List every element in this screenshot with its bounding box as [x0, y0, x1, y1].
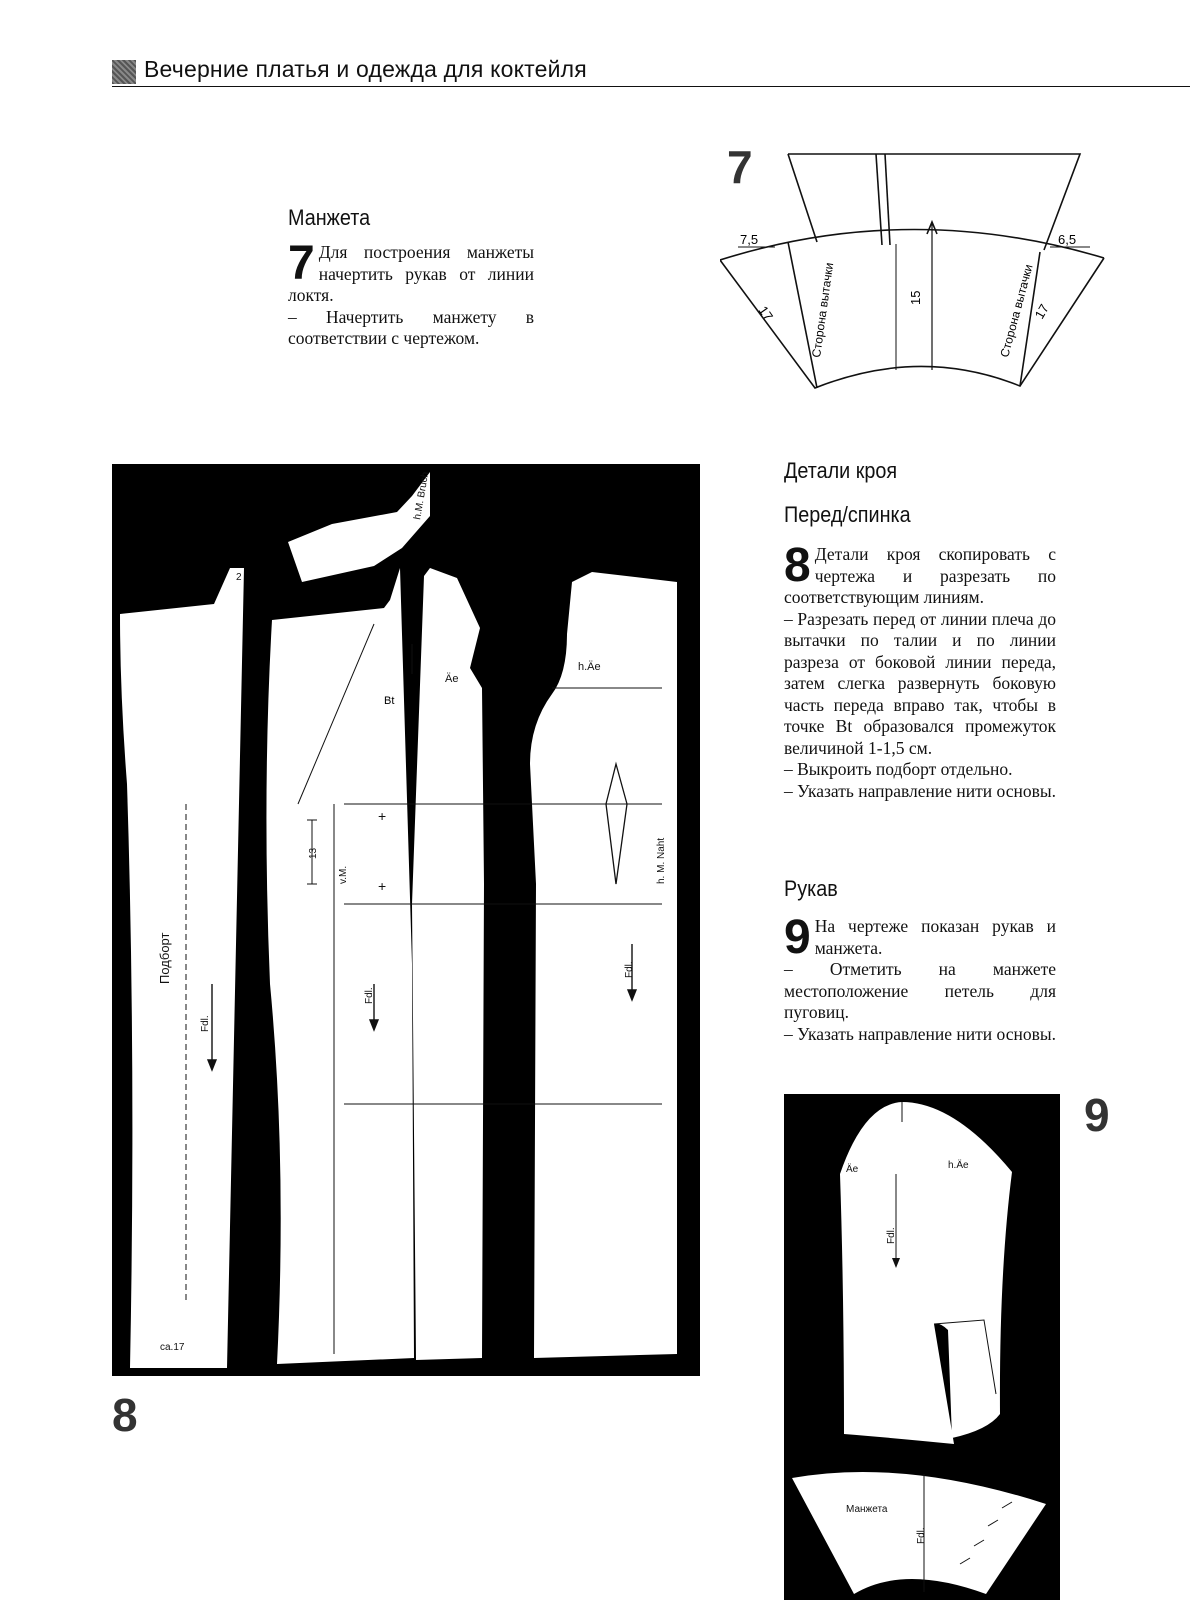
fig8-facing-label: Подборт: [157, 932, 172, 984]
fig8-fdl-label: Fdl.: [364, 987, 375, 1004]
section9-number: 9: [784, 911, 811, 964]
fig7-dart-side-right: Сторона вытачки: [997, 262, 1036, 359]
fig8-hm-naht-label: h. M. Naht: [656, 837, 667, 884]
figure7-cuff-drawing: [720, 140, 1120, 400]
fig9-fdl-label: Fdl.: [916, 1527, 927, 1544]
section9-line: – Отметить на манжете местоположение петель для пуговиц.: [784, 959, 1056, 1022]
fig7-left-width: 7,5: [740, 232, 759, 247]
figure8-number: 8: [112, 1389, 138, 1441]
fig8-vm-label: v.M.: [338, 865, 349, 884]
fig8-bt-label: Bt: [384, 695, 395, 707]
section7-line: – Начертить манжету в соответствии с чертежом.: [288, 306, 534, 348]
fig8-plus: +: [378, 808, 387, 824]
fig7-right-side: 17: [1031, 301, 1052, 322]
page-header: [112, 54, 1190, 87]
fig9-fdl-label: Fdl.: [886, 1227, 897, 1244]
section9-line: – Указать направление нити основы.: [784, 1023, 1056, 1044]
section9-line: На чертеже показан рукав и манжета.: [814, 916, 1056, 958]
section7-number: 7: [288, 237, 315, 290]
section7-line: Для построения манжеты начертить рукав от линии локтя.: [288, 242, 534, 305]
fig8-plus: +: [378, 878, 387, 894]
figure9-sleeve-drawing: [784, 1094, 1060, 1600]
figure7-number: 7: [727, 141, 753, 193]
fig8-fdl-label: Fdl.: [200, 1015, 211, 1032]
section8-line: Детали кроя скопировать с чертежа и разрезать по соответствующим линиям.: [784, 544, 1056, 607]
section8-number: 8: [784, 539, 811, 592]
section8-heading: Детали кроя: [784, 458, 898, 483]
figure8-front-back-drawing: [112, 464, 700, 1376]
page-title: Вечерние платья и одежда для коктейля: [144, 56, 587, 82]
section7-text: [288, 237, 534, 350]
fig7-left-side: 17: [755, 303, 777, 324]
fig9-ae-label: Äe: [846, 1164, 859, 1175]
fig7-height: 15: [908, 290, 923, 305]
fig8-hae-label: h.Äe: [578, 661, 601, 673]
section8-text: [784, 539, 1056, 802]
fig9-cuff-label: Манжета: [846, 1504, 888, 1515]
fig8-ca17-label: ca.17: [160, 1342, 185, 1353]
fig8-fdl-label: Fdl.: [624, 961, 635, 978]
fig8-hm-bruch-label: h.M. Bruch: [412, 470, 432, 521]
section8-line: – Выкроить подборт отдельно.: [784, 759, 1013, 779]
fig8-13-label: 13: [308, 847, 319, 859]
section9-heading: Рукав: [784, 876, 838, 901]
figure9-number: 9: [1084, 1089, 1110, 1141]
section8-line: – Указать направление нити основы.: [784, 780, 1056, 801]
section7-heading: Манжета: [288, 205, 371, 230]
fig8-ae-label: Äe: [445, 673, 459, 685]
fig9-hae-label: h.Äe: [948, 1160, 969, 1171]
section8-line: – Разрезать перед от линии плеча до вытачки по талии и по линии разреза от боковой линии переда, затем слегка развернуть боковую часть переда вправо так, чтобы в точке Bt образовался промежуток величиной 1-1,5 см.: [784, 608, 1056, 758]
section9-text: [784, 911, 1056, 1045]
fig7-right-width: 6,5: [1058, 232, 1077, 247]
fig8-2-label: 2: [236, 572, 242, 583]
header-marker: [112, 60, 136, 84]
fig7-dart-side-left: Сторона вытачки: [809, 261, 837, 359]
section8-subheading: Перед/спинка: [784, 502, 911, 527]
